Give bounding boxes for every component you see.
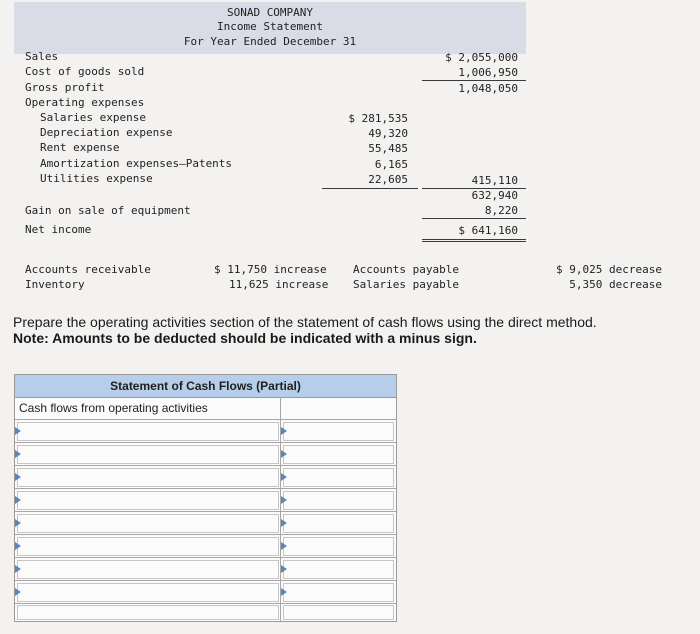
dropdown-arrow-icon	[281, 473, 287, 481]
row-divider	[15, 511, 396, 512]
company-name: SONAD COMPANY	[226, 6, 314, 19]
amount-input[interactable]	[283, 583, 394, 602]
operating-activities-label: Cash flows from operating activities	[19, 401, 208, 415]
net-income-rule-1	[422, 239, 526, 240]
amount-input[interactable]	[283, 514, 394, 533]
dropdown-arrow-icon	[15, 427, 21, 435]
row-divider	[15, 442, 396, 443]
row-divider	[15, 534, 396, 535]
dropdown-arrow-icon	[281, 427, 287, 435]
ar-value: $ 11,750 increase	[214, 263, 327, 276]
gross-value: 1,048,050	[458, 82, 518, 95]
dropdown-arrow-icon	[15, 519, 21, 527]
ap-label: Accounts payable	[353, 263, 459, 276]
dropdown-arrow-icon	[15, 588, 21, 596]
dropdown-arrow-icon	[15, 450, 21, 458]
amount-input[interactable]	[283, 560, 394, 579]
dropdown-arrow-icon	[281, 565, 287, 573]
sales-value: $ 2,055,000	[445, 51, 518, 64]
expense-label: Amortization expenses—Patents	[40, 157, 233, 170]
row-divider	[15, 419, 396, 420]
dropdown-arrow-icon	[281, 588, 287, 596]
dropdown-arrow-icon	[15, 542, 21, 550]
instructions-prompt: Prepare the operating activities section of the statement of cash flows using the direct method.	[13, 314, 597, 330]
opex-label: Operating expenses	[25, 96, 145, 109]
line-item-dropdown[interactable]	[17, 514, 279, 533]
expense-value: 6,165	[374, 158, 408, 171]
expense-value: 55,485	[368, 142, 408, 155]
line-item-dropdown[interactable]	[17, 605, 279, 620]
amount-input[interactable]	[283, 468, 394, 487]
cash-flow-table	[14, 374, 397, 622]
gain-value: 8,220	[484, 204, 518, 217]
sales-label: Sales	[25, 50, 59, 63]
amount-input[interactable]	[283, 605, 394, 620]
inventory-label: Inventory	[25, 278, 85, 291]
expense-value: $ 281,535	[348, 112, 408, 125]
row-divider	[15, 488, 396, 489]
line-item-dropdown[interactable]	[17, 445, 279, 464]
amount-input[interactable]	[283, 445, 394, 464]
dropdown-arrow-icon	[15, 496, 21, 504]
salaries-payable-label: Salaries payable	[353, 278, 459, 291]
expense-label: Salaries expense	[40, 111, 146, 124]
line-item-dropdown[interactable]	[17, 560, 279, 579]
row-divider	[15, 580, 396, 581]
expense-label: Rent expense	[40, 141, 120, 154]
gross-label: Gross profit	[25, 81, 105, 94]
ap-value: $ 9,025 decrease	[556, 263, 662, 276]
line-item-dropdown[interactable]	[17, 491, 279, 510]
line-item-dropdown[interactable]	[17, 422, 279, 441]
expense-label: Depreciation expense	[40, 126, 173, 139]
expense-label: Utilities expense	[40, 172, 153, 185]
dropdown-arrow-icon	[281, 542, 287, 550]
expense-value: 49,320	[368, 127, 408, 140]
dropdown-arrow-icon	[15, 565, 21, 573]
line-item-dropdown[interactable]	[17, 537, 279, 556]
total-opex-value: 415,110	[471, 174, 518, 187]
statement-period: For Year Ended December 31	[183, 35, 357, 48]
dropdown-arrow-icon	[281, 450, 287, 458]
dropdown-arrow-icon	[15, 473, 21, 481]
net-income-value: $ 641,160	[458, 224, 518, 237]
row-divider	[15, 603, 396, 604]
statement-title: Income Statement	[217, 20, 323, 33]
gain-label: Gain on sale of equipment	[25, 204, 191, 217]
row-divider	[15, 465, 396, 466]
cogs-label: Cost of goods sold	[25, 65, 145, 78]
amount-input[interactable]	[283, 537, 394, 556]
amount-input[interactable]	[283, 491, 394, 510]
cogs-value: 1,006,950	[458, 66, 518, 79]
gain-rule	[422, 218, 526, 219]
line-item-dropdown[interactable]	[17, 583, 279, 602]
instructions	[13, 314, 597, 346]
net-income-rule-2	[422, 241, 526, 242]
cash-flow-table-title: Statement of Cash Flows (Partial)	[15, 375, 396, 398]
cogs-rule	[422, 80, 526, 81]
expense-value: 22,605	[368, 173, 408, 186]
ar-label: Accounts receivable	[25, 263, 151, 276]
amount-input[interactable]	[283, 422, 394, 441]
line-item-dropdown[interactable]	[17, 468, 279, 487]
subtotal-value: 632,940	[471, 189, 518, 202]
instructions-note: Note: Amounts to be deducted should be indicated with a minus sign.	[13, 330, 477, 346]
salaries-payable-value: 5,350 decrease	[569, 278, 662, 291]
inventory-value: 11,625 increase	[229, 278, 329, 291]
dropdown-arrow-icon	[281, 496, 287, 504]
dropdown-arrow-icon	[281, 519, 287, 527]
net-income-label: Net income	[25, 223, 92, 236]
row-divider	[15, 557, 396, 558]
